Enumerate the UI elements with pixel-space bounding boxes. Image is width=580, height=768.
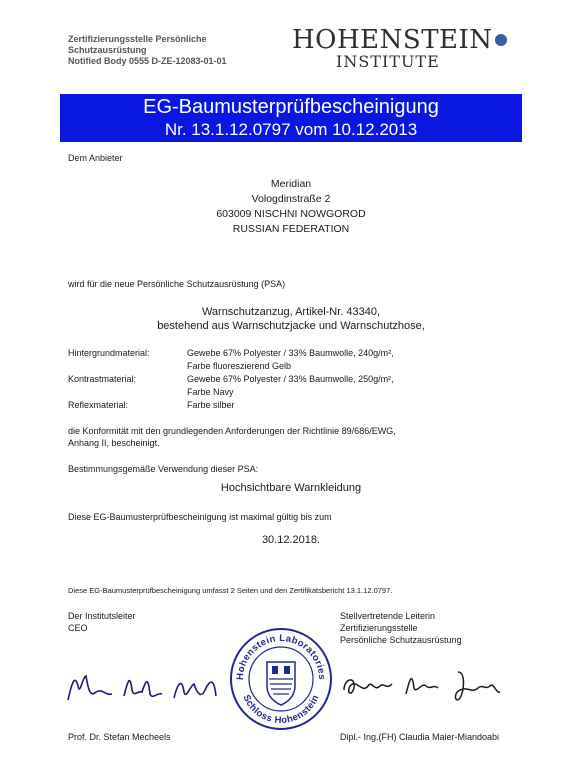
material-value-contrast-1: Gewebe 67% Polyester / 33% Baumwolle, 250g/m², [187, 374, 394, 384]
recipient-company: Meridian [270, 178, 312, 190]
right-signature-image [340, 664, 510, 704]
validity-intro: Diese EG-Baumusterprüfbescheinigung ist maximal gültig bis zum [68, 512, 332, 522]
left-role-1: Der Institutsleiter [68, 611, 136, 621]
right-role-1: Stellvertretende Leiterin [340, 611, 436, 621]
material-value-background-1: Gewebe 67% Polyester / 33% Baumwolle, 240g/m², [187, 348, 394, 358]
certificate-number: Nr. 13.1.12.0797 vom 10.12.2013 [164, 120, 418, 139]
hohenstein-seal-stamp [228, 626, 334, 732]
material-label-reflex: Reflexmaterial: [68, 400, 129, 410]
logo-sub-text: INSTITUTE [336, 52, 440, 71]
recipient-street: Vologdinstraße 2 [251, 193, 331, 205]
conformity-line-2: Anhang II, bescheinigt. [68, 438, 160, 448]
logo-main-text: HOHENSTEIN [292, 25, 493, 55]
left-signatory-roles [68, 610, 136, 634]
left-signature-image [66, 670, 226, 706]
product-name [68, 305, 514, 333]
recipient-city: 603009 NISCHNI NOWGOROD [216, 208, 366, 220]
validity-date: 30.12.2018. [261, 534, 321, 546]
recipient-country: RUSSIAN FEDERATION [232, 223, 350, 235]
issuer-line-1: Zertifizierungsstelle Persönliche [68, 34, 207, 44]
product-name-line-1: Warnschutzanzug, Artikel-Nr. 43340, [201, 306, 381, 318]
conformity-line-1: die Konformität mit den grundlegenden Anforderungen der Richtlinie 89/686/EWG, [68, 426, 396, 436]
usage-intro: Bestimmungsgemäße Verwendung dieser PSA: [68, 464, 259, 474]
logo-dot-icon [495, 34, 507, 46]
hohenstein-logo [292, 26, 522, 76]
recipient-address [68, 177, 514, 237]
recipient-intro: Dem Anbieter [68, 153, 123, 163]
product-intro: wird für die neue Persönliche Schutzausrüstung (PSA) [68, 279, 286, 289]
product-name-line-2: bestehend aus Warnschutzjacke und Warnschutzhose, [157, 320, 425, 332]
conformity-text [68, 425, 396, 449]
certificate-banner [60, 94, 522, 142]
material-label-background: Hintergrundmaterial: [68, 348, 150, 358]
certificate-title: EG-Baumusterprüfbescheinigung [143, 96, 439, 118]
issuer-line-3: Notified Body 0555 D-ZE-12083-01-01 [68, 56, 227, 66]
right-role-3: Persönliche Schutzausrüstung [340, 635, 462, 645]
right-signatory-roles [340, 610, 462, 646]
issuer-block [68, 34, 227, 67]
right-role-2: Zertifizierungsstelle [340, 623, 418, 633]
material-value-background-2: Farbe fluoreszierend Gelb [187, 361, 292, 371]
svg-text:Schloss Hohenstein: Schloss Hohenstein [240, 693, 322, 727]
usage-value: Hochsichtbare Warnkleidung [220, 482, 362, 494]
right-signatory-name: Dipl.- Ing.(FH) Claudia Maier-Miandoabi [340, 732, 500, 742]
material-label-contrast: Kontrastmaterial: [68, 374, 137, 384]
svg-text:Hohenstein Laboratories: Hohenstein Laboratories [234, 632, 328, 681]
left-signatory-name: Prof. Dr. Stefan Mecheels [68, 732, 171, 742]
material-value-reflex-1: Farbe silber [187, 400, 235, 410]
issuer-line-2: Schutzausrüstung [68, 45, 147, 55]
material-value-contrast-2: Farbe Navy [187, 387, 234, 397]
left-role-2: CEO [68, 623, 88, 633]
footnote: Diese EG-Baumusterprüfbescheinigung umfasst 2 Seiten und den Zertifikatsbericht 13.1.12.0797. [68, 586, 393, 595]
